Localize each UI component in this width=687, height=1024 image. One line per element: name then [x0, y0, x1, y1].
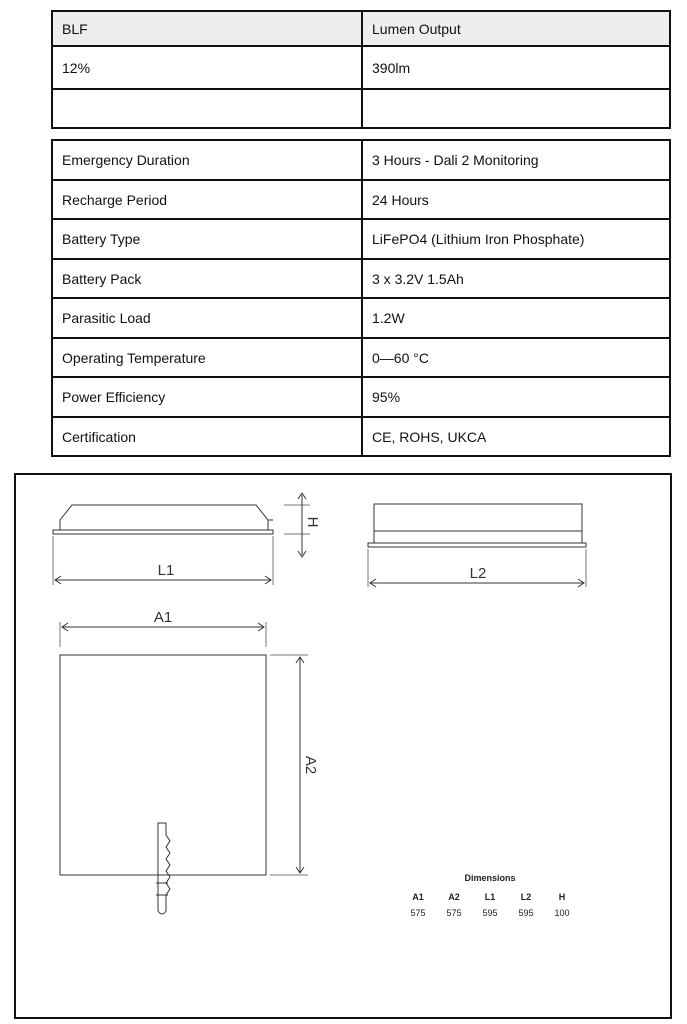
table-row: [52, 180, 670, 219]
table-row: [52, 377, 670, 417]
label-a2: A2: [302, 755, 319, 775]
table-row: [52, 417, 670, 456]
dimension-value: 595: [482, 908, 498, 918]
table-cell: BLF: [52, 11, 362, 46]
table-cell: 24 Hours: [362, 180, 670, 219]
table-cell: [362, 89, 670, 128]
table-cell: 3 x 3.2V 1.5Ah: [362, 259, 670, 298]
table-row: [52, 89, 670, 128]
table-row: [52, 338, 670, 377]
lumen-table: [51, 10, 671, 129]
table-cell: Emergency Duration: [52, 140, 362, 180]
table-cell: Recharge Period: [52, 180, 362, 219]
table-row: [52, 140, 670, 180]
table-cell: 0—60 °C: [362, 338, 670, 377]
table-cell: 390lm: [362, 46, 670, 89]
specification-table: [51, 139, 671, 457]
release-key-icon: [156, 823, 170, 914]
drawing-canvas: [16, 475, 670, 1017]
table-cell: Parasitic Load: [52, 298, 362, 338]
dimension-header: H: [558, 892, 566, 902]
technical-drawing: [14, 473, 672, 1019]
table-cell: Operating Temperature: [52, 338, 362, 377]
dimension-header: A2: [448, 892, 460, 902]
table-cell: LiFePO4 (Lithium Iron Phosphate): [362, 219, 670, 259]
table-row: [52, 298, 670, 338]
dimension-header: L2: [520, 892, 532, 902]
dimension-value: 100: [554, 908, 570, 918]
dimension-header: A1: [412, 892, 424, 902]
table-cell: 12%: [52, 46, 362, 89]
label-a1: A1: [153, 609, 173, 626]
table-cell: Battery Type: [52, 219, 362, 259]
dimension-value: 595: [518, 908, 534, 918]
label-h: H: [304, 516, 321, 528]
label-l1: L1: [157, 562, 175, 579]
dimensions-table: [400, 873, 580, 918]
table-cell: Lumen Output: [362, 11, 670, 46]
dimensions-value-row: [400, 908, 580, 918]
table-row: [52, 259, 670, 298]
dimension-value: 575: [410, 908, 426, 918]
label-l2: L2: [469, 565, 487, 582]
table-row: [52, 11, 670, 46]
table-row: [52, 219, 670, 259]
dimension-header: L1: [484, 892, 496, 902]
dimensions-title: Dimensions: [464, 873, 516, 883]
table-cell: CE, ROHS, UKCA: [362, 417, 670, 456]
dimension-value: 575: [446, 908, 462, 918]
table-cell: 3 Hours - Dali 2 Monitoring: [362, 140, 670, 180]
side-profile-l1: [53, 493, 310, 585]
table-row: [52, 46, 670, 89]
table-cell: [52, 89, 362, 128]
table-cell: 1.2W: [362, 298, 670, 338]
table-cell: Power Efficiency: [52, 377, 362, 417]
top-plan-view: [60, 622, 308, 875]
table-cell: Certification: [52, 417, 362, 456]
table-cell: Battery Pack: [52, 259, 362, 298]
table-cell: 95%: [362, 377, 670, 417]
dimensions-header-row: [400, 892, 580, 902]
